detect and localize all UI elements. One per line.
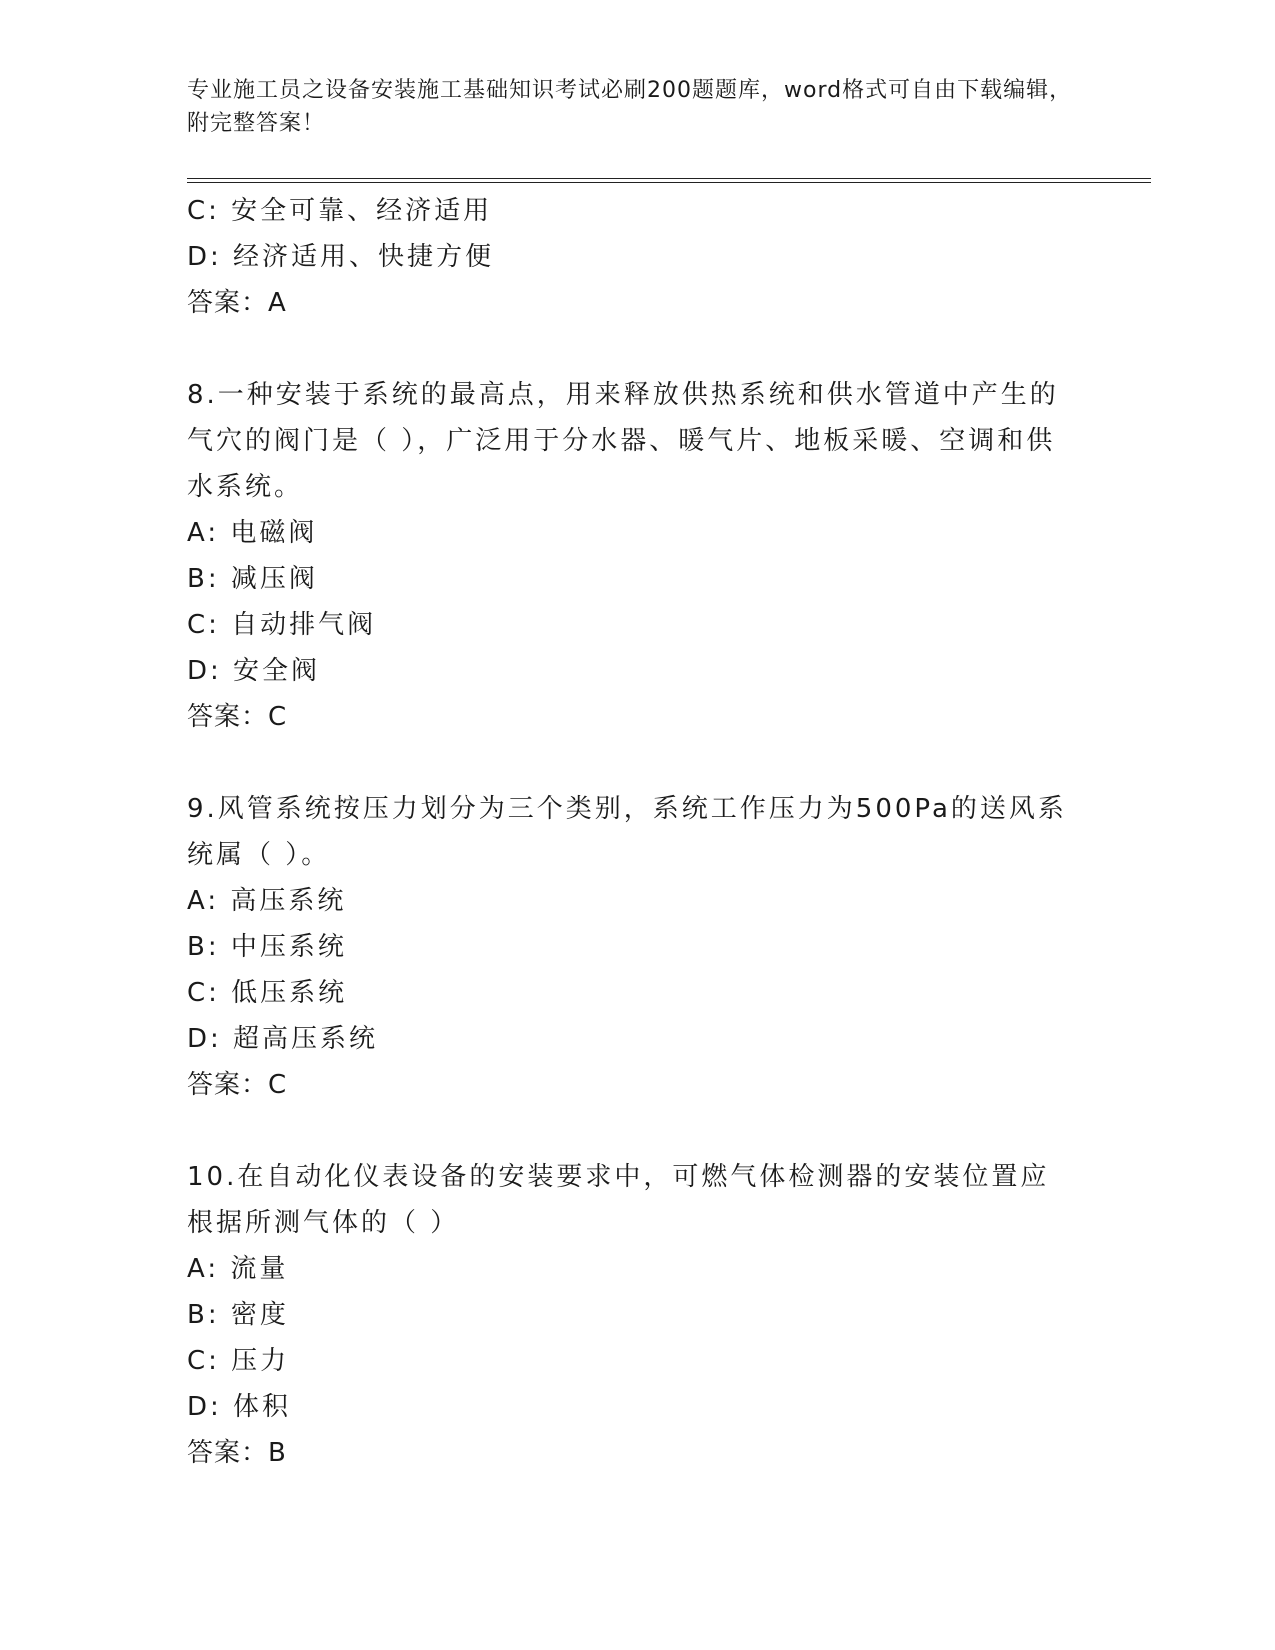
document-body bbox=[187, 188, 1087, 1476]
spacer bbox=[187, 740, 1087, 786]
option-d: D: 体积 bbox=[187, 1392, 292, 1422]
option-b: B: 密度 bbox=[187, 1300, 289, 1330]
question-stem: 8.一种安装于系统的最高点，用来释放供热系统和供水管道中产生的气穴的阀门是（ ），广泛用于分水器、暖气片、地板采暖、空调和供水系统。 bbox=[187, 380, 1059, 502]
option-a: A: 电磁阀 bbox=[187, 518, 318, 548]
option-c: C: 压力 bbox=[187, 1346, 290, 1376]
spacer bbox=[187, 1108, 1087, 1154]
option-d: D: 经济适用、快捷方便 bbox=[187, 242, 495, 272]
question-10 bbox=[187, 1154, 1087, 1476]
spacer bbox=[187, 326, 1087, 372]
option-c: C: 安全可靠、经济适用 bbox=[187, 196, 493, 226]
answer-line: 答案：C bbox=[187, 1070, 288, 1100]
page-header: 专业施工员之设备安装施工基础知识考试必刷200题题库，word格式可自由下载编辑，附完整答案！ bbox=[187, 78, 1073, 136]
header-divider bbox=[187, 178, 1151, 183]
option-c: C: 自动排气阀 bbox=[187, 610, 377, 640]
option-d: D: 超高压系统 bbox=[187, 1024, 379, 1054]
answer-line: 答案：A bbox=[187, 288, 287, 318]
option-b: B: 中压系统 bbox=[187, 932, 347, 962]
option-a: A: 高压系统 bbox=[187, 886, 347, 916]
option-c: C: 低压系统 bbox=[187, 978, 348, 1008]
question-8 bbox=[187, 372, 1087, 740]
option-b: B: 减压阀 bbox=[187, 564, 318, 594]
answer-line: 答案：C bbox=[187, 702, 288, 732]
question-stem: 10.在自动化仪表设备的安装要求中，可燃气体检测器的安装位置应根据所测气体的（ ） bbox=[187, 1162, 1050, 1238]
answer-line: 答案：B bbox=[187, 1438, 287, 1468]
option-d: D: 安全阀 bbox=[187, 656, 321, 686]
question-9 bbox=[187, 786, 1087, 1108]
question-stem: 9.风管系统按压力划分为三个类别，系统工作压力为500Pa的送风系统属（ ）。 bbox=[187, 794, 1067, 870]
option-a: A: 流量 bbox=[187, 1254, 289, 1284]
continued-question bbox=[187, 188, 1087, 326]
